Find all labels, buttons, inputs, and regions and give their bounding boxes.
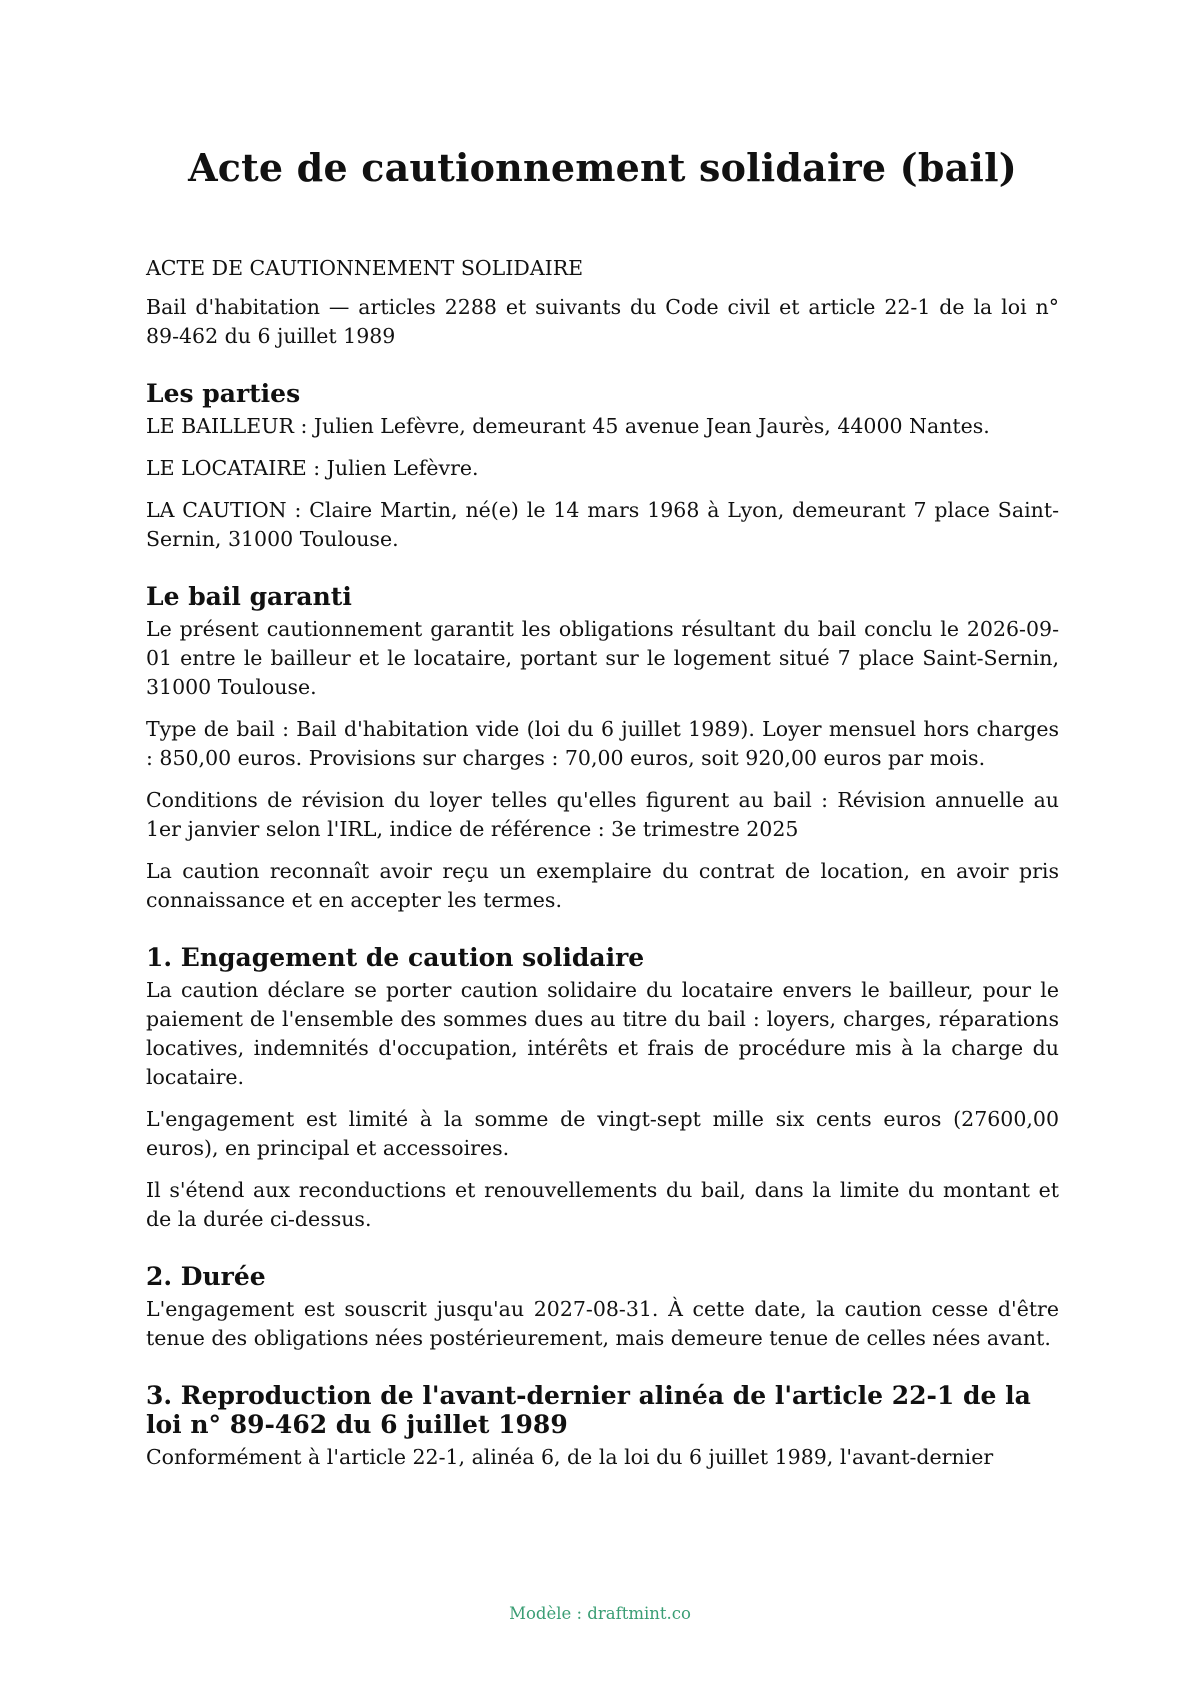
paragraph-bail-objet: Le présent cautionnement garantit les obligations résultant du bail conclu le 2026-09-01 entre le bailleur et le locataire, portant sur le logement situé 7 place Saint-Sernin, 31000 Toulouse. <box>146 617 1059 699</box>
section-heading-duree: 2. Durée <box>146 1262 266 1291</box>
document-title: Acte de cautionnement solidaire (bail) <box>188 145 1017 190</box>
section-heading-reproduction: 3. Reproduction de l'avant-dernier alinéa de l'article 22-1 de la loi n° 89-462 du 6 juillet 1989 <box>146 1381 1031 1439</box>
footer-template-credit: Modèle : draftmint.co <box>509 1604 691 1623</box>
paragraph-bail-revision: Conditions de révision du loyer telles qu'elles figurent au bail : Révision annuelle au 1er janvier selon l'IRL, indice de référence : 3e trimestre 2025 <box>146 788 1059 841</box>
paragraph-duree: L'engagement est souscrit jusqu'au 2027-08-31. À cette date, la caution cesse d'être tenue des obligations nées postérieurement, mais demeure tenue de celles nées avant. <box>146 1297 1059 1350</box>
intro-heading: ACTE DE CAUTIONNEMENT SOLIDAIRE <box>146 256 584 280</box>
document-body <box>146 254 1059 1472</box>
paragraph-engagement-reconduction: Il s'étend aux reconductions et renouvellements du bail, dans la limite du montant et de la durée ci-dessus. <box>146 1178 1059 1231</box>
paragraph-reproduction: Conformément à l'article 22-1, alinéa 6, de la loi du 6 juillet 1989, l'avant-dernier <box>146 1445 994 1469</box>
document-page <box>146 0 1059 1485</box>
paragraph-bail-type: Type de bail : Bail d'habitation vide (loi du 6 juillet 1989). Loyer mensuel hors charges : 850,00 euros. Provisions sur charges : 70,00 euros, soit 920,00 euros par mois. <box>146 717 1059 770</box>
paragraph-engagement-limite: L'engagement est limité à la somme de vingt-sept mille six cents euros (27600,00 euros), en principal et accessoires. <box>146 1107 1059 1160</box>
paragraph-bailleur: LE BAILLEUR : Julien Lefèvre, demeurant 45 avenue Jean Jaurès, 44000 Nantes. <box>146 414 990 438</box>
section-heading-parties: Les parties <box>146 379 301 408</box>
paragraph-caution: LA CAUTION : Claire Martin, né(e) le 14 mars 1968 à Lyon, demeurant 7 place Saint-Sernin, 31000 Toulouse. <box>146 498 1059 551</box>
intro-legal-basis: Bail d'habitation — articles 2288 et suivants du Code civil et article 22-1 de la loi n° 89-462 du 6 juillet 1989 <box>146 295 1059 348</box>
paragraph-bail-reconnaissance: La caution reconnaît avoir reçu un exemplaire du contrat de location, en avoir pris connaissance et en accepter les termes. <box>146 859 1059 912</box>
section-heading-engagement: 1. Engagement de caution solidaire <box>146 943 645 972</box>
paragraph-engagement-objet: La caution déclare se porter caution solidaire du locataire envers le bailleur, pour le paiement de l'ensemble des sommes dues au titre du bail : loyers, charges, réparations locatives, indemnités d'occupation, intérêts et frais de procédure mis à la charge du locataire. <box>146 978 1059 1089</box>
section-heading-bail-garanti: Le bail garanti <box>146 582 352 611</box>
paragraph-locataire: LE LOCATAIRE : Julien Lefèvre. <box>146 456 479 480</box>
